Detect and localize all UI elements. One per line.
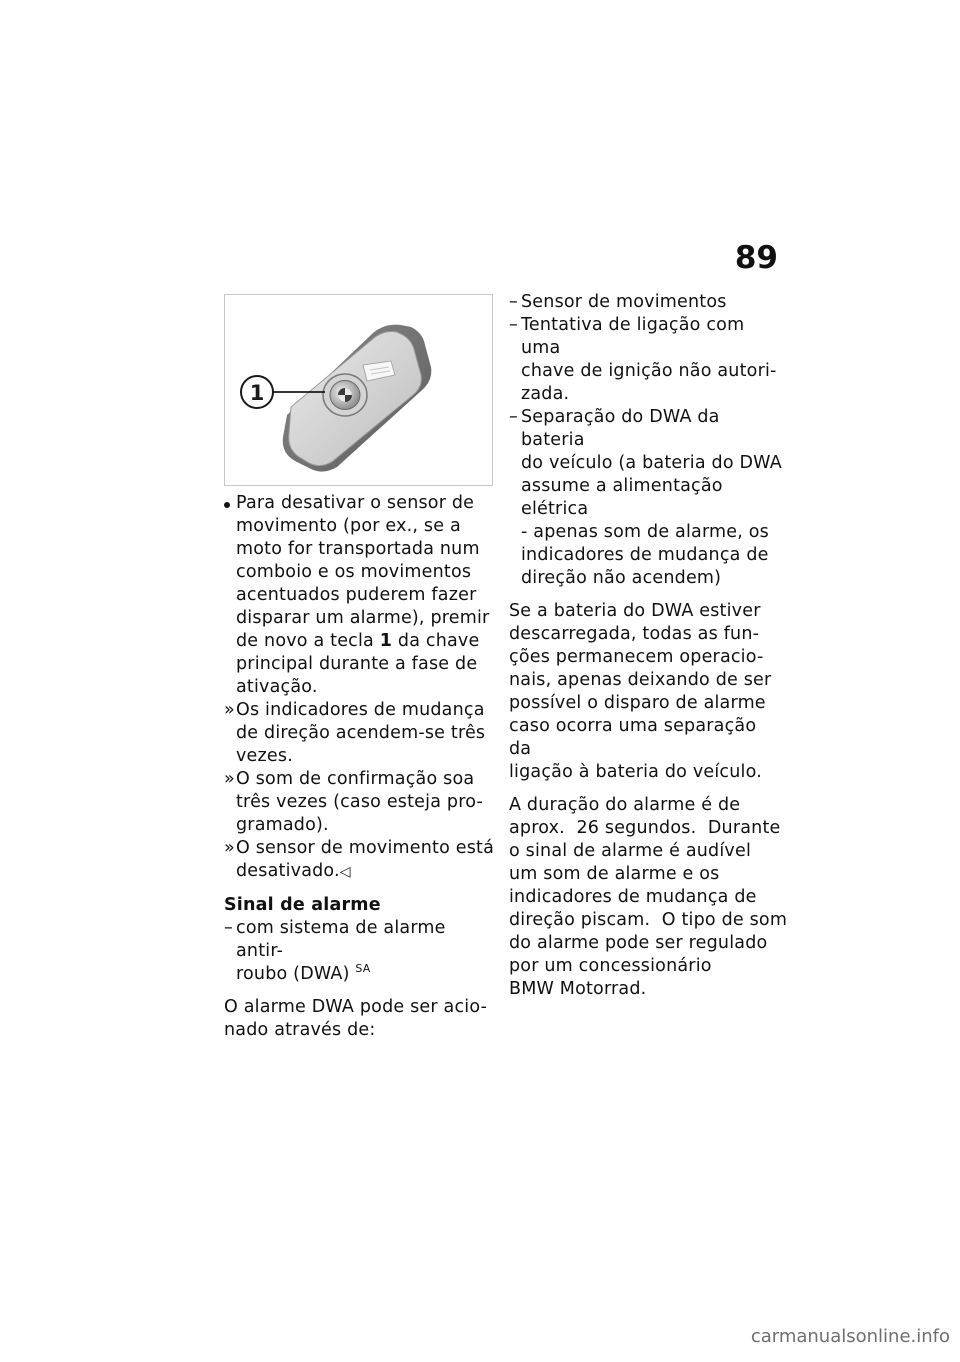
trigger-line: Sensor de movimentos [521, 292, 727, 312]
trigger-line: chave de ignição não autori- [521, 361, 777, 381]
left-column [224, 492, 496, 1042]
para-line: O alarme DWA pode ser acio- [224, 997, 488, 1017]
option-line: com sistema de alarme antir- [236, 918, 446, 961]
result-arrow-icon: » [224, 700, 235, 720]
result-line-tail: desativado. [236, 861, 340, 881]
bullet-line: ativação. [236, 677, 318, 697]
bullet-line: comboio e os movimentos [236, 562, 472, 582]
section-heading: Sinal de alarme [224, 895, 381, 915]
key-fob-illustration [225, 295, 492, 485]
result-line: de direção acendem-se três [236, 723, 486, 743]
para-line: o sinal de alarme é audível [509, 841, 752, 861]
end-triangle-icon: ◁ [339, 864, 351, 880]
trigger-line: zada. [521, 384, 570, 404]
watermark: carmanualsonline.info [750, 1326, 950, 1347]
bullet-line: Para desativar o sensor de [236, 493, 475, 513]
bullet-line: moto for transportada num [236, 539, 480, 559]
dash-icon: – [509, 407, 518, 427]
paragraph [509, 600, 784, 784]
para-line: ligação à bateria do veículo. [509, 762, 762, 782]
right-column [509, 291, 788, 1001]
trigger-item [509, 314, 784, 406]
trigger-line: - apenas som de alarme, os [521, 522, 770, 542]
result-line: O sensor de movimento está [236, 838, 495, 858]
option-item [224, 917, 496, 986]
bullet-line: principal durante a fase de [236, 654, 478, 674]
para-line: descarregada, todas as fun- [509, 624, 760, 644]
para-line: um som de alarme e os [509, 864, 720, 884]
option-line [236, 963, 496, 986]
result-line: gramado). [236, 815, 329, 835]
bullet-line: movimento (por ex., se a [236, 516, 461, 536]
paragraph [509, 794, 788, 1001]
para-line: BMW Motorrad. [509, 979, 647, 999]
para-line: por um concessionário [509, 956, 712, 976]
bullet-line-key [236, 630, 496, 653]
dash-icon: – [509, 315, 518, 335]
bullet-line: disparar um alarme), premir [236, 608, 490, 628]
trigger-line: Separação do DWA da bateria [521, 407, 720, 450]
trigger-line: Tentativa de ligação com uma [521, 315, 745, 358]
bullet-dot-icon [224, 492, 236, 515]
para-line: do alarme pode ser regulado [509, 933, 768, 953]
result-arrow-icon: » [224, 838, 235, 858]
result-item [224, 699, 496, 768]
dash-icon: – [224, 918, 233, 938]
result-arrow-icon: » [224, 769, 235, 789]
trigger-line: do veículo (a bateria do DWA [521, 453, 782, 473]
para-line: Se a bateria do DWA estiver [509, 601, 761, 621]
trigger-item [509, 291, 784, 314]
result-line: vezes. [236, 746, 293, 766]
dash-icon: – [509, 292, 518, 312]
action-bullet [224, 492, 496, 699]
figure-callout-label: 1 [249, 381, 265, 405]
trigger-item [509, 406, 784, 590]
result-line [236, 860, 496, 884]
trigger-line: direção não acendem) [521, 568, 722, 588]
option-superscript: SA [355, 962, 371, 976]
para-line: nais, apenas deixando de ser [509, 670, 772, 690]
bullet-key-post: da chave [392, 631, 480, 651]
option-line-text: roubo (DWA) [236, 964, 350, 984]
bullet-key-pre: de novo a tecla [236, 631, 380, 651]
page-number: 89 [734, 240, 778, 276]
para-line: nado através de: [224, 1020, 376, 1040]
paragraph [224, 996, 496, 1042]
para-line: indicadores de mudança de [509, 887, 757, 907]
para-line: possível o disparo de alarme [509, 693, 766, 713]
trigger-line: assume a alimentação elétrica [521, 476, 723, 519]
trigger-line: indicadores de mudança de [521, 545, 769, 565]
result-line: O som de confirmação soa [236, 769, 475, 789]
result-line: três vezes (caso esteja pro- [236, 792, 483, 812]
key-reference: 1 [379, 631, 393, 651]
key-fob-figure [224, 294, 493, 486]
para-line: caso ocorra uma separação da [509, 716, 757, 759]
result-item [224, 837, 496, 884]
result-line: Os indicadores de mudança [236, 700, 485, 720]
para-line: direção piscam. O tipo de som [509, 910, 788, 930]
para-line: aprox. 26 segundos. Durante [509, 818, 781, 838]
result-item [224, 768, 496, 837]
bullet-line: acentuados puderem fazer [236, 585, 477, 605]
para-line: A duração do alarme é de [509, 795, 741, 815]
para-line: ções permanecem operacio- [509, 647, 764, 667]
